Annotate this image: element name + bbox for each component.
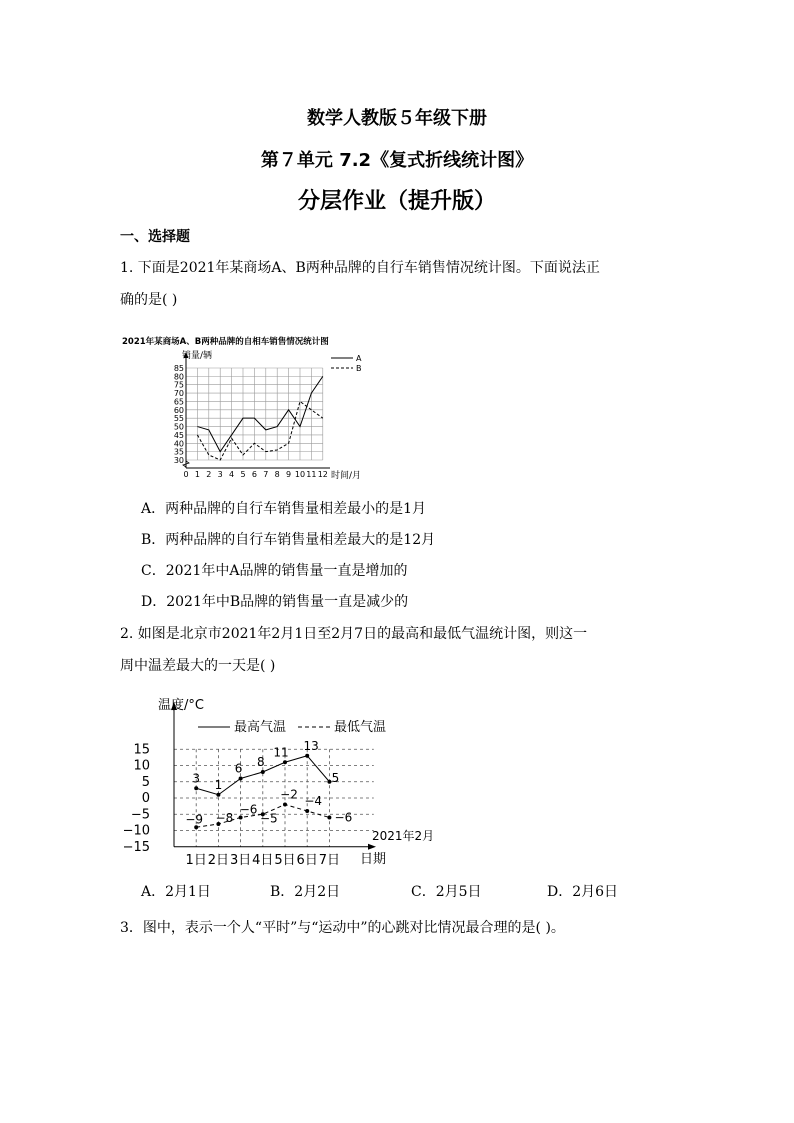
chart-1-y-tick-label: 65	[173, 397, 184, 407]
chart-2-data-label: −2	[280, 787, 298, 802]
chart-1-y-tick-label: 35	[173, 447, 184, 457]
question-2-line-2: 周中温差最大的一天是( )	[120, 658, 276, 674]
chart-2-data-point	[261, 770, 265, 774]
chart-2-data-label: 8	[256, 755, 265, 769]
chart-1-x-tick-label: 0	[183, 470, 189, 479]
chart-1-x-tick-label: 3	[217, 470, 223, 479]
chart-2-data-label: −6	[239, 802, 258, 817]
chart-2-data-label: 1	[214, 777, 223, 792]
chart-1-legend-label: B	[356, 364, 362, 373]
section-heading: 一、选择题	[120, 229, 190, 245]
chart-2-data-label: −5	[259, 811, 278, 826]
chart-2-data-point	[327, 816, 331, 820]
chart-2-x-tick-label: 5日	[274, 852, 296, 868]
chart-1-y-tick-label: 80	[173, 372, 184, 382]
chart-2-period-label: 2021年2月	[372, 829, 435, 843]
chart-2-y-tick-label: 0	[141, 791, 150, 806]
chart-1-y-tick-label: 75	[173, 380, 184, 390]
chart-1-x-tick-label: 11	[306, 470, 317, 479]
chart-1-x-tick-label: 12	[317, 470, 328, 479]
chart-2-data-label: 13	[303, 738, 319, 753]
question-1-text	[120, 252, 680, 316]
chart-2-y-tick-label: 10	[133, 758, 150, 774]
chart-2-x-tick-label: 2日	[207, 852, 230, 868]
chart-1-x-tick-label: 9	[286, 470, 292, 479]
chart-1-x-tick-label: 4	[229, 470, 235, 479]
chart-1-x-tick-label: 2	[206, 470, 212, 479]
chart-1-x-label: 时间/月	[331, 471, 362, 481]
doc-subtitle: 分层作业（提升版）	[297, 189, 496, 214]
q1-option-d[interactable]: D．2021年中B品牌的销售量一直是减少的	[141, 594, 409, 610]
chart-1-y-tick-label: 30	[173, 456, 184, 465]
chart-2-data-point	[216, 793, 220, 797]
chart-2-data-point	[283, 760, 287, 764]
chart-2-data-label: 5	[331, 770, 340, 785]
chart-2-data-point	[239, 777, 243, 781]
chart-1-y-tick-label: 55	[173, 414, 184, 424]
chart-1-y-tick-label: 40	[173, 439, 184, 449]
chart-2-y-tick-label: 15	[133, 742, 150, 758]
chart-2-data-label: 11	[273, 745, 289, 760]
chart-1-y-label: 销量/辆	[182, 351, 213, 361]
chart-2-y-tick-label: −5	[130, 807, 150, 823]
chart-2-y-tick-label: −15	[122, 839, 150, 855]
bicycle-sales-chart	[118, 332, 390, 482]
chart-1-x-tick-label: 6	[251, 470, 257, 479]
chart-2-x-tick-label: 3日	[229, 852, 252, 868]
chart-2-x-tick-label: 6日	[296, 852, 318, 868]
chart-1-y-tick-label: 50	[173, 422, 184, 432]
q2-option-c[interactable]: C．2月5日	[411, 884, 482, 900]
chart-1-legend-label: A	[356, 354, 362, 363]
chart-2-y-label: 温度/°C	[158, 698, 204, 713]
chart-2-x-arrow	[368, 844, 376, 850]
chart-2-legend-label: 最高气温	[234, 720, 287, 735]
chart-2-data-point	[283, 803, 287, 807]
question-1-line-2: 确的是( )	[120, 292, 178, 308]
q2-option-b[interactable]: B．2月2日	[270, 884, 341, 900]
chart-1-x-tick-label: 8	[274, 470, 280, 479]
chart-1-y-tick-label: 45	[173, 430, 184, 440]
chart-2-data-label: −6	[334, 810, 353, 825]
chart-2-x-tick-label: 1日	[185, 852, 207, 868]
unit-title: 第７单元 7.2《复式折线统计图》	[260, 150, 534, 171]
chart-2-legend-label: 最低气温	[334, 720, 387, 735]
chart-2-data-label: 6	[234, 761, 243, 776]
question-2-line-1: 2. 如图是北京市2021年2月1日至2月7日的最高和最低气温统计图，则这一	[120, 626, 588, 642]
chart-1-x-tick-label: 10	[294, 470, 306, 479]
doc-title: 数学人教版５年级下册	[307, 108, 487, 129]
chart-1-title: 2021年某商场A、B两种品牌的自相车销售情况统计图	[122, 337, 329, 347]
chart-2-data-label: −4	[304, 794, 323, 808]
q1-option-a[interactable]: A．两种品牌的自行车销售量相差最小的是1月	[141, 501, 427, 517]
temperature-chart	[118, 690, 448, 870]
chart-2-x-tick-label: 4日	[252, 852, 274, 868]
chart-2-x-tick-label: 7日	[318, 852, 341, 868]
question-3-text: 3．图中，表示一个人“平时”与“运动中”的心跳对比情况最合理的是( )。	[120, 920, 565, 936]
chart-1-x-tick-label: 7	[263, 470, 269, 479]
chart-2-x-label: 日期	[360, 852, 387, 867]
chart-1-y-tick-label: 85	[173, 364, 184, 373]
chart-1-y-tick-label: 70	[173, 389, 184, 399]
chart-1-x-tick-label: 1	[194, 470, 200, 479]
question-2-text	[120, 618, 680, 682]
q1-option-b[interactable]: B．两种品牌的自行车销售量相差最大的是12月	[141, 532, 436, 548]
chart-2-data-point	[305, 754, 309, 758]
question-1-line-1: 1. 下面是2021年某商场A、B两种品牌的自行车销售情况统计图。下面说法正	[120, 260, 600, 276]
chart-2-data-label: 3	[192, 771, 201, 786]
chart-2-y-tick-label: −10	[122, 823, 150, 839]
chart-2-y-tick-label: 5	[141, 774, 150, 790]
q2-option-d[interactable]: D．2月6日	[547, 884, 619, 900]
chart-1-y-tick-label: 60	[173, 405, 184, 415]
chart-2-data-label: −8	[215, 811, 234, 825]
q1-option-c[interactable]: C．2021年中A品牌的销售量一直是增加的	[141, 563, 408, 579]
chart-2-data-point	[305, 809, 309, 813]
chart-1-x-tick-label: 5	[240, 470, 246, 479]
q2-option-a[interactable]: A．2月1日	[141, 884, 211, 900]
chart-2-data-label: −9	[185, 812, 204, 827]
chart-2-data-point	[194, 786, 198, 790]
